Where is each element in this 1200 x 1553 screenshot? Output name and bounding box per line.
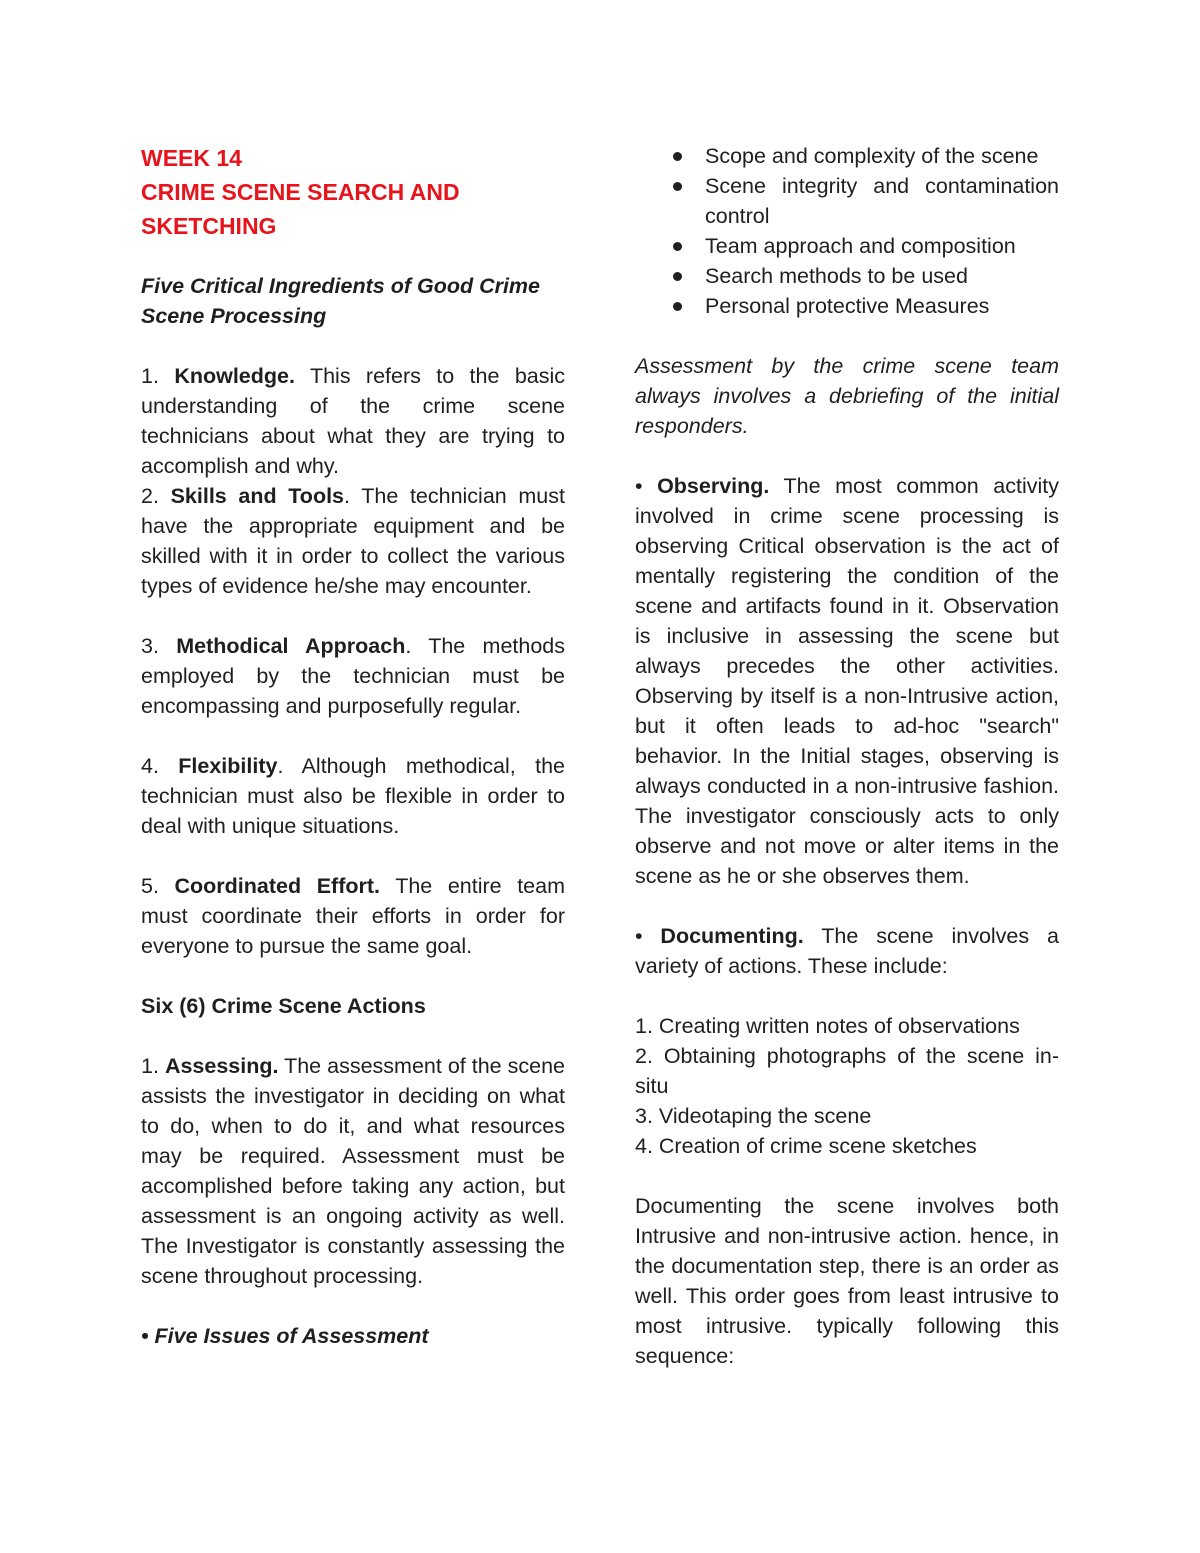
doc-step: 2. Obtaining photographs of the scene in-situ	[635, 1044, 1059, 1098]
list-item: Scene integrity and contamination control	[635, 171, 1059, 231]
ingredient-item: 2. Skills and Tools. The technician must have the appropriate equipment and be skilled with it in order to collect the various types of evidence he/she may encounter.	[141, 484, 565, 598]
doc-step: 1. Creating written notes of observations	[635, 1014, 1020, 1038]
bullet-icon	[673, 302, 682, 311]
ingredient-item: 4. Flexibility. Although methodical, the technician must also be flexible in order to deal with unique situations.	[141, 754, 565, 838]
assessment-issues-list	[635, 141, 1059, 321]
doc-step: 4. Creation of crime scene sketches	[635, 1134, 977, 1158]
action-observing: • Observing. The most common activity involved in crime scene processing is observing Critical observation is the act of mentally registering the condition of the scene and artifacts found in it. Observation is inclusive in assessing the scene but always precedes the other activities. Observing by itself is a non-Intrusive action, but it often leads to ad-hoc "search" behavior. In the Initial stages, observing is always conducted in a non-intrusive fashion. The investigator consciously acts to only observe and not move or alter items in the scene as he or she observes them.	[635, 474, 1059, 888]
list-item: Scope and complexity of the scene	[635, 141, 1059, 171]
title-line: SKETCHING	[141, 213, 277, 239]
left-column	[141, 141, 565, 1351]
title-line: WEEK 14	[141, 145, 242, 171]
ingredient-item: 5. Coordinated Effort. The entire team must coordinate their efforts in order for everyone to pursue the same goal.	[141, 874, 565, 958]
list-item: Team approach and composition	[635, 231, 1059, 261]
documenting-closing: Documenting the scene involves both Intrusive and non-intrusive action. hence, in the documentation step, there is an order as well. This order goes from least intrusive to most intrusive. typically following this sequence:	[635, 1194, 1059, 1368]
right-column	[635, 141, 1059, 1371]
ingredients-heading: Five Critical Ingredients of Good Crime Scene Processing	[141, 274, 541, 328]
bullet-icon	[673, 242, 682, 251]
doc-step: 3. Videotaping the scene	[635, 1104, 872, 1128]
ingredient-item: 1. Knowledge. This refers to the basic understanding of the crime scene technicians about what they are trying to accomplish and why.	[141, 364, 566, 478]
list-item: Search methods to be used	[635, 261, 1059, 291]
bullet-icon	[673, 152, 682, 161]
debrief-note: Assessment by the crime scene team always involves a debriefing of the initial responders.	[635, 354, 1059, 438]
actions-heading: Six (6) Crime Scene Actions	[141, 994, 426, 1018]
document-title	[141, 141, 565, 243]
bullet-icon	[673, 272, 682, 281]
bullet-icon	[673, 182, 682, 191]
action-assessing: 1. Assessing. The assessment of the scene assists the investigator in deciding on what to do, when to do it, and what resources may be required. Assessment must be accomplished before taking any action, but assessment is an ongoing activity as well. The Investigator is constantly assessing the scene throughout processing.	[141, 1054, 566, 1288]
title-line: CRIME SCENE SEARCH AND	[141, 179, 460, 205]
issues-heading: • Five Issues of Assessment	[141, 1324, 429, 1348]
action-documenting: • Documenting. The scene involves a variety of actions. These include:	[635, 924, 1059, 978]
ingredient-item: 3. Methodical Approach. The methods employed by the technician must be encompassing and purposefully regular.	[141, 634, 566, 718]
list-item: Personal protective Measures	[635, 291, 1059, 321]
